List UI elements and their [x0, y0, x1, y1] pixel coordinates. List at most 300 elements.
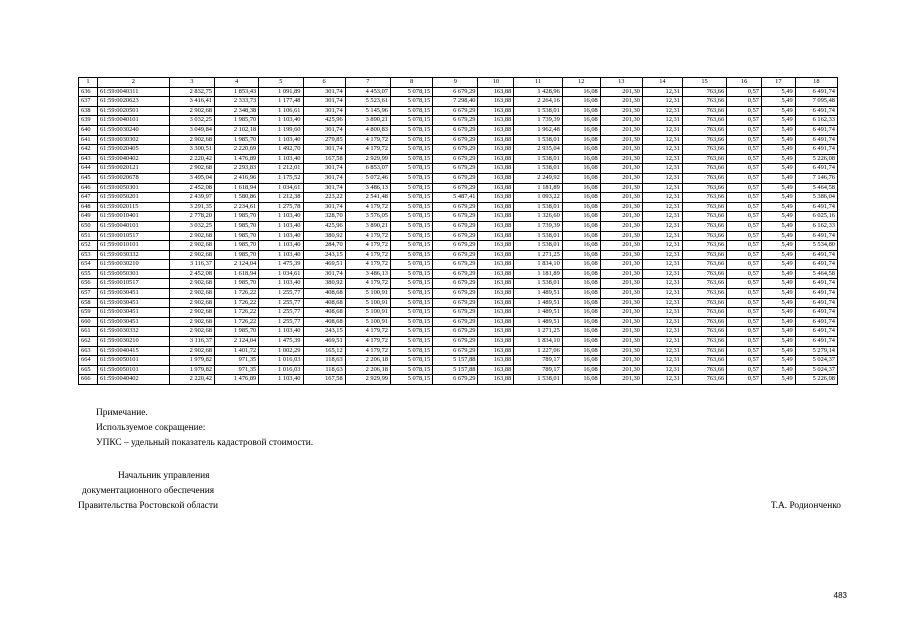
table-cell: 1 103,40: [259, 221, 303, 231]
table-cell: 61:59:0020501: [97, 106, 169, 116]
table-cell: 763,66: [682, 173, 726, 183]
table-cell: 2 832,75: [169, 87, 214, 97]
table-cell: 163,88: [478, 365, 514, 375]
table-cell: 5 100,91: [345, 289, 390, 299]
table-cell: 201,30: [600, 231, 642, 241]
table-cell: 7 298,40: [433, 97, 478, 107]
table-cell: 243,15: [303, 250, 345, 260]
table-row: [79, 375, 838, 385]
column-header-7: 7: [345, 78, 390, 88]
table-cell: 16,08: [562, 260, 600, 270]
table-cell: 644: [79, 164, 98, 174]
table-cell: 5 078,15: [390, 87, 432, 97]
table-cell: 12,31: [642, 356, 682, 366]
table-cell: 163,88: [478, 241, 514, 251]
table-cell: 0,57: [727, 97, 762, 107]
table-cell: 763,66: [682, 269, 726, 279]
table-cell: 61:59:0040415: [97, 346, 169, 356]
table-cell: 2 348,38: [214, 106, 258, 116]
table-cell: 763,66: [682, 337, 726, 347]
table-cell: 61:59:0030302: [97, 135, 169, 145]
table-cell: 5,49: [761, 337, 795, 347]
table-cell: 789,17: [514, 356, 562, 366]
table-cell: 163,88: [478, 260, 514, 270]
table-cell: 0,57: [727, 260, 762, 270]
table-cell: 0,57: [727, 289, 762, 299]
table-cell: 5 078,15: [390, 327, 432, 337]
table-cell: 61:59:0030451: [97, 298, 169, 308]
table-cell: 6 679,29: [433, 375, 478, 385]
table-cell: 763,66: [682, 365, 726, 375]
table-row: [79, 231, 838, 241]
table-cell: 12,31: [642, 279, 682, 289]
table-cell: 1 255,77: [259, 289, 303, 299]
table-cell: 61:59:0050101: [97, 356, 169, 366]
data-table: [78, 77, 838, 385]
table-cell: 12,31: [642, 317, 682, 327]
table-cell: 5,49: [761, 346, 795, 356]
table-cell: 61:59:0050301: [97, 183, 169, 193]
table-cell: 5 078,15: [390, 173, 432, 183]
table-cell: 1 428,96: [514, 87, 562, 97]
table-cell: 5 100,91: [345, 317, 390, 327]
table-cell: 5 226,08: [795, 375, 837, 385]
table-cell: 201,30: [600, 193, 642, 203]
table-cell: 3 486,13: [345, 183, 390, 193]
table-cell: 469,51: [303, 260, 345, 270]
table-cell: 6 679,29: [433, 317, 478, 327]
table-cell: 652: [79, 241, 98, 251]
table-cell: 763,66: [682, 106, 726, 116]
table-cell: 1 103,40: [259, 241, 303, 251]
column-header-16: 16: [727, 78, 762, 88]
table-cell: 201,30: [600, 356, 642, 366]
table-cell: 6 025,16: [795, 212, 837, 222]
table-cell: 61:59:0020678: [97, 173, 169, 183]
table-row: [79, 164, 838, 174]
table-cell: 408,68: [303, 317, 345, 327]
table-cell: 61:59:0030210: [97, 260, 169, 270]
table-cell: 163,88: [478, 269, 514, 279]
table-cell: 1 103,40: [259, 279, 303, 289]
table-cell: 6 679,29: [433, 116, 478, 126]
table-cell: 1 985,70: [214, 212, 258, 222]
table-cell: 4 453,07: [345, 87, 390, 97]
table-cell: 201,30: [600, 116, 642, 126]
table-cell: 763,66: [682, 231, 726, 241]
table-cell: 1 739,39: [514, 221, 562, 231]
table-cell: 301,74: [303, 173, 345, 183]
note-abbrev-heading: Используемое сокращение:: [96, 423, 206, 433]
table-cell: 5 078,15: [390, 135, 432, 145]
table-cell: 0,57: [727, 87, 762, 97]
table-cell: 201,30: [600, 308, 642, 318]
table-cell: 469,51: [303, 337, 345, 347]
table-cell: 3 890,21: [345, 116, 390, 126]
table-cell: 12,31: [642, 164, 682, 174]
table-cell: 638: [79, 106, 98, 116]
table-cell: 642: [79, 145, 98, 155]
column-header-1: 1: [79, 78, 98, 88]
table-cell: 7 146,76: [795, 173, 837, 183]
table-cell: 2 902,68: [169, 135, 214, 145]
table-cell: 2 778,20: [169, 212, 214, 222]
table-cell: 0,57: [727, 154, 762, 164]
table-cell: 279,85: [303, 135, 345, 145]
table-cell: 12,31: [642, 116, 682, 126]
table-cell: 5 078,15: [390, 154, 432, 164]
table-cell: 61:59:0040101: [97, 221, 169, 231]
table-cell: 301,74: [303, 183, 345, 193]
table-cell: 1 962,48: [514, 125, 562, 135]
table-cell: 1 985,70: [214, 135, 258, 145]
table-cell: 0,57: [727, 193, 762, 203]
table-row: [79, 250, 838, 260]
table-cell: 16,08: [562, 298, 600, 308]
note-abbrev-definition: УПКС – удельный показатель кадастровой стоимости.: [96, 438, 314, 448]
table-cell: 0,57: [727, 308, 762, 318]
table-cell: 163,88: [478, 154, 514, 164]
table-cell: 646: [79, 183, 98, 193]
column-header-11: 11: [514, 78, 562, 88]
table-cell: 201,30: [600, 241, 642, 251]
table-cell: 3 300,51: [169, 145, 214, 155]
table-cell: 4 179,72: [345, 202, 390, 212]
table-cell: 12,31: [642, 260, 682, 270]
table-cell: 61:59:0040101: [97, 116, 169, 126]
table-cell: 201,30: [600, 289, 642, 299]
table-cell: 243,15: [303, 327, 345, 337]
table-cell: 5,49: [761, 365, 795, 375]
table-cell: 3 049,84: [169, 125, 214, 135]
table-cell: 12,31: [642, 135, 682, 145]
table-cell: 6 162,33: [795, 221, 837, 231]
table-cell: 201,30: [600, 327, 642, 337]
table-cell: 763,66: [682, 260, 726, 270]
table-cell: 16,08: [562, 375, 600, 385]
table-cell: 16,08: [562, 154, 600, 164]
table-cell: 763,66: [682, 212, 726, 222]
table-cell: 0,57: [727, 212, 762, 222]
table-cell: 6 679,29: [433, 125, 478, 135]
table-cell: 61:59:0040402: [97, 154, 169, 164]
signature-position-line2: документационного обеспечения: [82, 486, 215, 496]
table-cell: 12,31: [642, 231, 682, 241]
table-row: [79, 279, 838, 289]
table-cell: 16,08: [562, 212, 600, 222]
table-cell: 5 487,41: [433, 193, 478, 203]
table-cell: 1 103,40: [259, 375, 303, 385]
table-cell: 6 679,29: [433, 164, 478, 174]
table-cell: 763,66: [682, 116, 726, 126]
table-cell: 7 095,48: [795, 97, 837, 107]
table-cell: 2 452,08: [169, 183, 214, 193]
table-cell: 6 491,74: [795, 279, 837, 289]
table-cell: 2 541,48: [345, 193, 390, 203]
table-cell: 61:59:0040311: [97, 87, 169, 97]
table-cell: 1 106,61: [259, 106, 303, 116]
table-cell: 16,08: [562, 289, 600, 299]
table-cell: 1 726,22: [214, 298, 258, 308]
table-cell: 0,57: [727, 221, 762, 231]
table-cell: 5,49: [761, 231, 795, 241]
table-cell: 201,30: [600, 337, 642, 347]
table-cell: 5 534,80: [795, 241, 837, 251]
table-cell: 6 491,74: [795, 145, 837, 155]
table-cell: 6 679,29: [433, 337, 478, 347]
table-cell: 2 902,68: [169, 346, 214, 356]
table-cell: 1 401,72: [214, 346, 258, 356]
table-cell: 5,49: [761, 116, 795, 126]
table-cell: 1 326,60: [514, 212, 562, 222]
table-cell: 16,08: [562, 308, 600, 318]
table-cell: 163,88: [478, 106, 514, 116]
table-cell: 1 103,40: [259, 250, 303, 260]
table-cell: 1 255,77: [259, 317, 303, 327]
table-cell: 666: [79, 375, 98, 385]
table-cell: 1 034,61: [259, 183, 303, 193]
table-cell: 2 902,68: [169, 327, 214, 337]
table-cell: 763,66: [682, 308, 726, 318]
table-cell: 3 032,25: [169, 221, 214, 231]
table-cell: 163,88: [478, 327, 514, 337]
table-row: [79, 97, 838, 107]
table-cell: 6 679,29: [433, 154, 478, 164]
table-cell: 12,31: [642, 212, 682, 222]
table-cell: 301,74: [303, 269, 345, 279]
table-cell: 163,88: [478, 289, 514, 299]
table-row: [79, 308, 838, 318]
table-cell: 5,49: [761, 289, 795, 299]
table-cell: 2 333,73: [214, 97, 258, 107]
table-cell: 4 179,72: [345, 231, 390, 241]
table-cell: 163,88: [478, 125, 514, 135]
table-cell: 61:59:0030451: [97, 289, 169, 299]
table-cell: 0,57: [727, 106, 762, 116]
table-cell: 789,17: [514, 365, 562, 375]
table-cell: 61:59:0030240: [97, 125, 169, 135]
table-cell: 16,08: [562, 145, 600, 155]
table-cell: 763,66: [682, 202, 726, 212]
table-cell: 16,08: [562, 97, 600, 107]
table-cell: 2 264,16: [514, 97, 562, 107]
table-cell: 163,88: [478, 87, 514, 97]
table-cell: 5,49: [761, 375, 795, 385]
table-cell: 645: [79, 173, 98, 183]
table-cell: 1 985,70: [214, 231, 258, 241]
table-row: [79, 135, 838, 145]
table-cell: 167,58: [303, 154, 345, 164]
table-cell: 2 220,69: [214, 145, 258, 155]
table-cell: 763,66: [682, 125, 726, 135]
table-body: [79, 87, 838, 384]
table-cell: 2 929,99: [345, 375, 390, 385]
table-cell: 664: [79, 356, 98, 366]
table-cell: 1 199,60: [259, 125, 303, 135]
table-cell: 201,30: [600, 279, 642, 289]
table-cell: 763,66: [682, 183, 726, 193]
table-cell: 12,31: [642, 183, 682, 193]
table-cell: 5,49: [761, 183, 795, 193]
table-cell: 5,49: [761, 269, 795, 279]
table-cell: 971,35: [214, 365, 258, 375]
table-cell: 61:59:0030451: [97, 308, 169, 318]
table-cell: 16,08: [562, 125, 600, 135]
table-cell: 763,66: [682, 346, 726, 356]
table-cell: 6 491,74: [795, 125, 837, 135]
table-cell: 1 985,70: [214, 221, 258, 231]
table-cell: 6 491,74: [795, 135, 837, 145]
table-cell: 16,08: [562, 202, 600, 212]
table-row: [79, 241, 838, 251]
table-cell: 1 538,01: [514, 202, 562, 212]
table-cell: 12,31: [642, 269, 682, 279]
table-row: [79, 317, 838, 327]
table-cell: 5,49: [761, 164, 795, 174]
table-cell: 16,08: [562, 183, 600, 193]
table-cell: 5,49: [761, 308, 795, 318]
table-cell: 165,12: [303, 346, 345, 356]
table-cell: 1 255,77: [259, 308, 303, 318]
table-cell: 5 078,15: [390, 346, 432, 356]
page-number: 483: [833, 591, 847, 600]
table-cell: 6 491,74: [795, 289, 837, 299]
table-cell: 380,92: [303, 279, 345, 289]
table-cell: 5,49: [761, 212, 795, 222]
table-cell: 6 491,74: [795, 231, 837, 241]
table-cell: 1 979,82: [169, 356, 214, 366]
table-cell: 16,08: [562, 193, 600, 203]
table-cell: 1 016,03: [259, 365, 303, 375]
table-cell: 61:59:0010517: [97, 231, 169, 241]
table-cell: 5,49: [761, 317, 795, 327]
table-cell: 16,08: [562, 337, 600, 347]
table-cell: 5 078,15: [390, 317, 432, 327]
table-cell: 5,49: [761, 202, 795, 212]
table-cell: 1 271,25: [514, 250, 562, 260]
table-cell: 5 024,37: [795, 365, 837, 375]
signature-position-line1: Начальник управления: [118, 471, 210, 481]
table-row: [79, 154, 838, 164]
table-cell: 5,49: [761, 125, 795, 135]
table-cell: 1 580,86: [214, 193, 258, 203]
table-cell: 12,31: [642, 173, 682, 183]
table-cell: 2 124,04: [214, 337, 258, 347]
table-cell: 12,31: [642, 308, 682, 318]
table-cell: 6 679,29: [433, 221, 478, 231]
table-cell: 201,30: [600, 125, 642, 135]
table-cell: 0,57: [727, 202, 762, 212]
table-cell: 3 576,05: [345, 212, 390, 222]
column-header-8: 8: [390, 78, 432, 88]
table-cell: 16,08: [562, 173, 600, 183]
table-cell: 163,88: [478, 356, 514, 366]
table-cell: 163,88: [478, 135, 514, 145]
table-cell: 1 538,01: [514, 279, 562, 289]
table-cell: 0,57: [727, 231, 762, 241]
table-cell: 61:59:0050101: [97, 365, 169, 375]
table-cell: 163,88: [478, 308, 514, 318]
table-cell: 3 416,41: [169, 97, 214, 107]
column-header-12: 12: [562, 78, 600, 88]
table-cell: 16,08: [562, 116, 600, 126]
table-cell: 6 679,29: [433, 289, 478, 299]
table-row: [79, 337, 838, 347]
table-cell: 4 179,72: [345, 260, 390, 270]
note-title: Примечание.: [96, 408, 148, 418]
table-cell: 2 935,04: [514, 145, 562, 155]
table-cell: 763,66: [682, 135, 726, 145]
table-cell: 163,88: [478, 97, 514, 107]
table-cell: 12,31: [642, 365, 682, 375]
table-cell: 1 103,40: [259, 327, 303, 337]
table-cell: 763,66: [682, 87, 726, 97]
table-cell: 1 538,01: [514, 164, 562, 174]
table-cell: 0,57: [727, 317, 762, 327]
table-cell: 763,66: [682, 145, 726, 155]
table-cell: 657: [79, 289, 98, 299]
table-cell: 665: [79, 365, 98, 375]
table-cell: 1 538,01: [514, 135, 562, 145]
table-cell: 0,57: [727, 327, 762, 337]
table-header-row: [79, 78, 838, 88]
table-cell: 1 489,51: [514, 308, 562, 318]
table-cell: 6 679,29: [433, 202, 478, 212]
table-cell: 2 902,68: [169, 164, 214, 174]
table-cell: 0,57: [727, 116, 762, 126]
table-cell: 1 739,39: [514, 116, 562, 126]
table-cell: 2 234,61: [214, 202, 258, 212]
table-cell: 5 024,37: [795, 356, 837, 366]
table-cell: 12,31: [642, 106, 682, 116]
table-cell: 5,49: [761, 327, 795, 337]
table-cell: 201,30: [600, 298, 642, 308]
table-cell: 660: [79, 317, 98, 327]
table-cell: 5 078,15: [390, 221, 432, 231]
table-cell: 1 175,52: [259, 173, 303, 183]
table-row: [79, 193, 838, 203]
table-cell: 1 618,94: [214, 183, 258, 193]
table-cell: 2 902,68: [169, 241, 214, 251]
table-row: [79, 269, 838, 279]
table-cell: 2 902,68: [169, 298, 214, 308]
table-cell: 6 679,29: [433, 250, 478, 260]
table-cell: 408,68: [303, 308, 345, 318]
table-cell: 12,31: [642, 346, 682, 356]
table-cell: 5,49: [761, 173, 795, 183]
table-cell: 640: [79, 125, 98, 135]
table-cell: 3 291,35: [169, 202, 214, 212]
table-cell: 5,49: [761, 221, 795, 231]
table-cell: 6 491,74: [795, 164, 837, 174]
table-cell: 5 464,58: [795, 269, 837, 279]
table-cell: 118,63: [303, 356, 345, 366]
table-cell: 763,66: [682, 298, 726, 308]
table-cell: 2 902,68: [169, 317, 214, 327]
table-cell: 5 078,15: [390, 183, 432, 193]
table-cell: 6 679,29: [433, 346, 478, 356]
table-cell: 0,57: [727, 173, 762, 183]
column-header-6: 6: [303, 78, 345, 88]
table-cell: 2 452,08: [169, 269, 214, 279]
table-cell: 5,49: [761, 145, 795, 155]
table-cell: 0,57: [727, 375, 762, 385]
table-cell: 5 078,15: [390, 250, 432, 260]
column-header-18: 18: [795, 78, 837, 88]
table-cell: 4 179,72: [345, 135, 390, 145]
table-row: [79, 260, 838, 270]
column-header-15: 15: [682, 78, 726, 88]
